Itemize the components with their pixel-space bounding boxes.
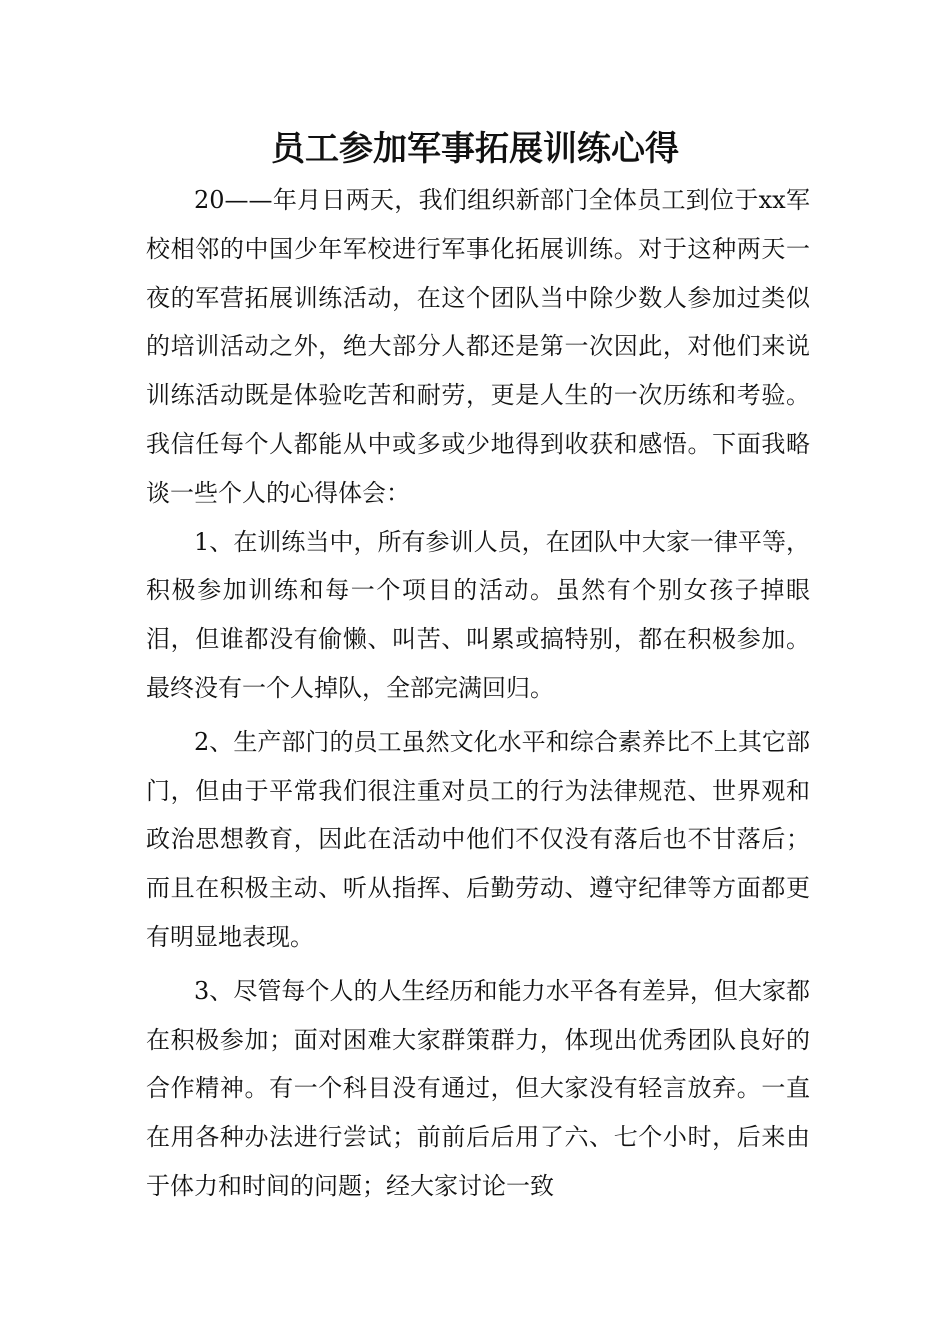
document-title: 员工参加军事拓展训练心得 — [271, 129, 679, 169]
document-body — [146, 176, 810, 1211]
paragraph-point-2: 2、生产部门的员工虽然文化水平和综合素养比不上其它部门，但由于平常我们很注重对员工的行为法律规范、世界观和政治思想教育，因此在活动中他们不仅没有落后也不甘落后；而且在积极主动、听从指挥、后勤劳动、遵守纪律等方面都更有明显地表现。 — [146, 727, 810, 951]
paragraph-point-1: 1、在训练当中，所有参训人员，在团队中大家一律平等，积极参加训练和每一个项目的活动。虽然有个别女孩子掉眼泪，但谁都没有偷懒、叫苦、叫累或搞特别，都在积极参加。最终没有一个人掉队，全部完满回归。 — [146, 527, 810, 702]
paragraph-point-3: 3、尽管每个人的人生经历和能力水平各有差异，但大家都在积极参加；面对困难大家群策群力，体现出优秀团队良好的合作精神。有一个科目没有通过，但大家没有轻言放弃。一直在用各种办法进行尝试；前前后后用了六、七个小时，后来由于体力和时间的问题；经大家讨论一致 — [146, 976, 810, 1200]
paragraph-intro: 20——年月日两天，我们组织新部门全体员工到位于xx军校相邻的中国少年军校进行军事化拓展训练。对于这种两天一夜的军营拓展训练活动，在这个团队当中除少数人参加过类似的培训活动之外，绝大部分人都还是第一次因此，对他们来说训练活动既是体验吃苦和耐劳，更是人生的一次历练和考验。我信任每个人都能从中或多或少地得到收获和感悟。下面我略谈一些个人的心得体会： — [146, 186, 810, 507]
